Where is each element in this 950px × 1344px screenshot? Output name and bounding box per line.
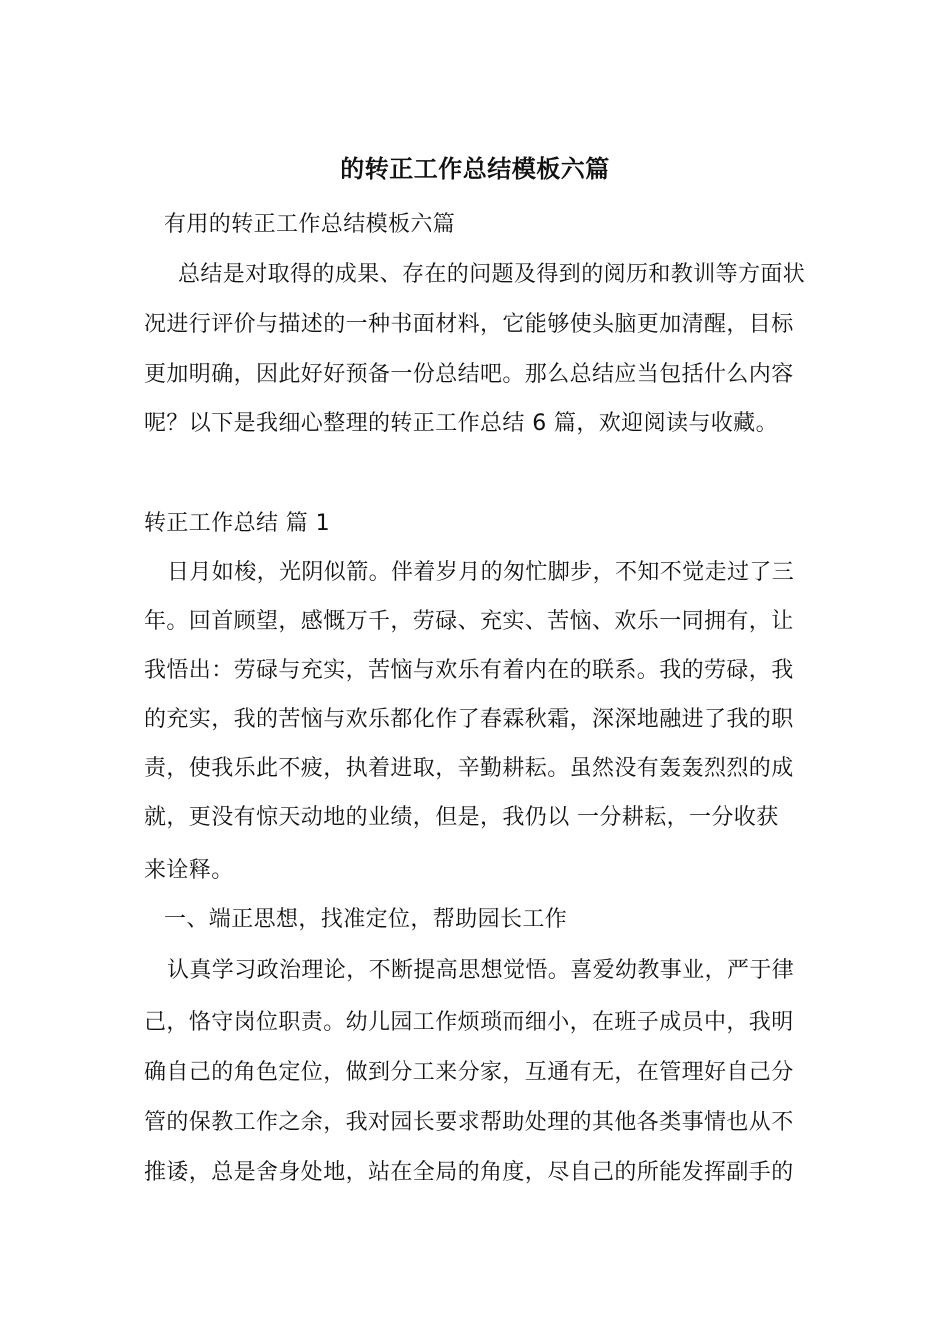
point1-heading: 一、端正思想，找准定位，帮助园长工作 [164,907,568,932]
para1-line-5: 责，使我乐此不疲，执着进取，辛勤耕耘。虽然没有轰轰烈烈的成 [144,756,794,781]
para2-line-4: 管的保教工作之余，我对园长要求帮助处理的其他各类事情也从不 [144,1110,794,1135]
section-heading: 转正工作总结 篇 1 [144,511,330,536]
intro-line-1: 总结是对取得的成果、存在的问题及得到的阅历和教训等方面状 [178,262,806,287]
intro-line-2: 况进行评价与描述的一种书面材料，它能够使头脑更加清醒，目标 [144,312,794,337]
para1-line-3: 我悟出：劳碌与充实，苦恼与欢乐有着内在的联系。我的劳碌，我 [144,658,794,683]
para1-line-7: 来诠释。 [144,858,234,883]
document-title: 的转正工作总结模板六篇 [340,155,610,183]
para1-line-2: 年。回首顾望，感慨万千，劳碌、充实、苦恼、欢乐一同拥有，让 [144,609,794,634]
document-subtitle: 有用的转正工作总结模板六篇 [164,212,456,237]
intro-line-4: 呢？以下是我细心整理的转正工作总结 6 篇，欢迎阅读与收藏。 [144,411,778,436]
para2-line-2: 己，恪守岗位职责。幼儿园工作烦琐而细小，在班子成员中，我明 [144,1010,794,1035]
para2-line-1: 认真学习政治理论，不断提高思想觉悟。喜爱幼教事业，严于律 [167,958,795,983]
para1-line-6: 就，更没有惊天动地的业绩，但是，我仍以 一分耕耘，一分收获 [144,805,779,830]
para2-line-5: 推诿，总是舍身处地，站在全局的角度，尽自己的所能发挥副手的 [144,1160,794,1185]
para1-line-1: 日月如梭，光阴似箭。伴着岁月的匆忙脚步，不知不觉走过了三 [167,560,795,585]
para2-line-3: 确自己的角色定位，做到分工来分家，互通有无，在管理好自己分 [144,1060,794,1085]
para1-line-4: 的充实，我的苦恼与欢乐都化作了春霖秋霜，深深地融进了我的职 [144,707,794,732]
intro-line-3: 更加明确，因此好好预备一份总结吧。那么总结应当包括什么内容 [144,362,794,387]
